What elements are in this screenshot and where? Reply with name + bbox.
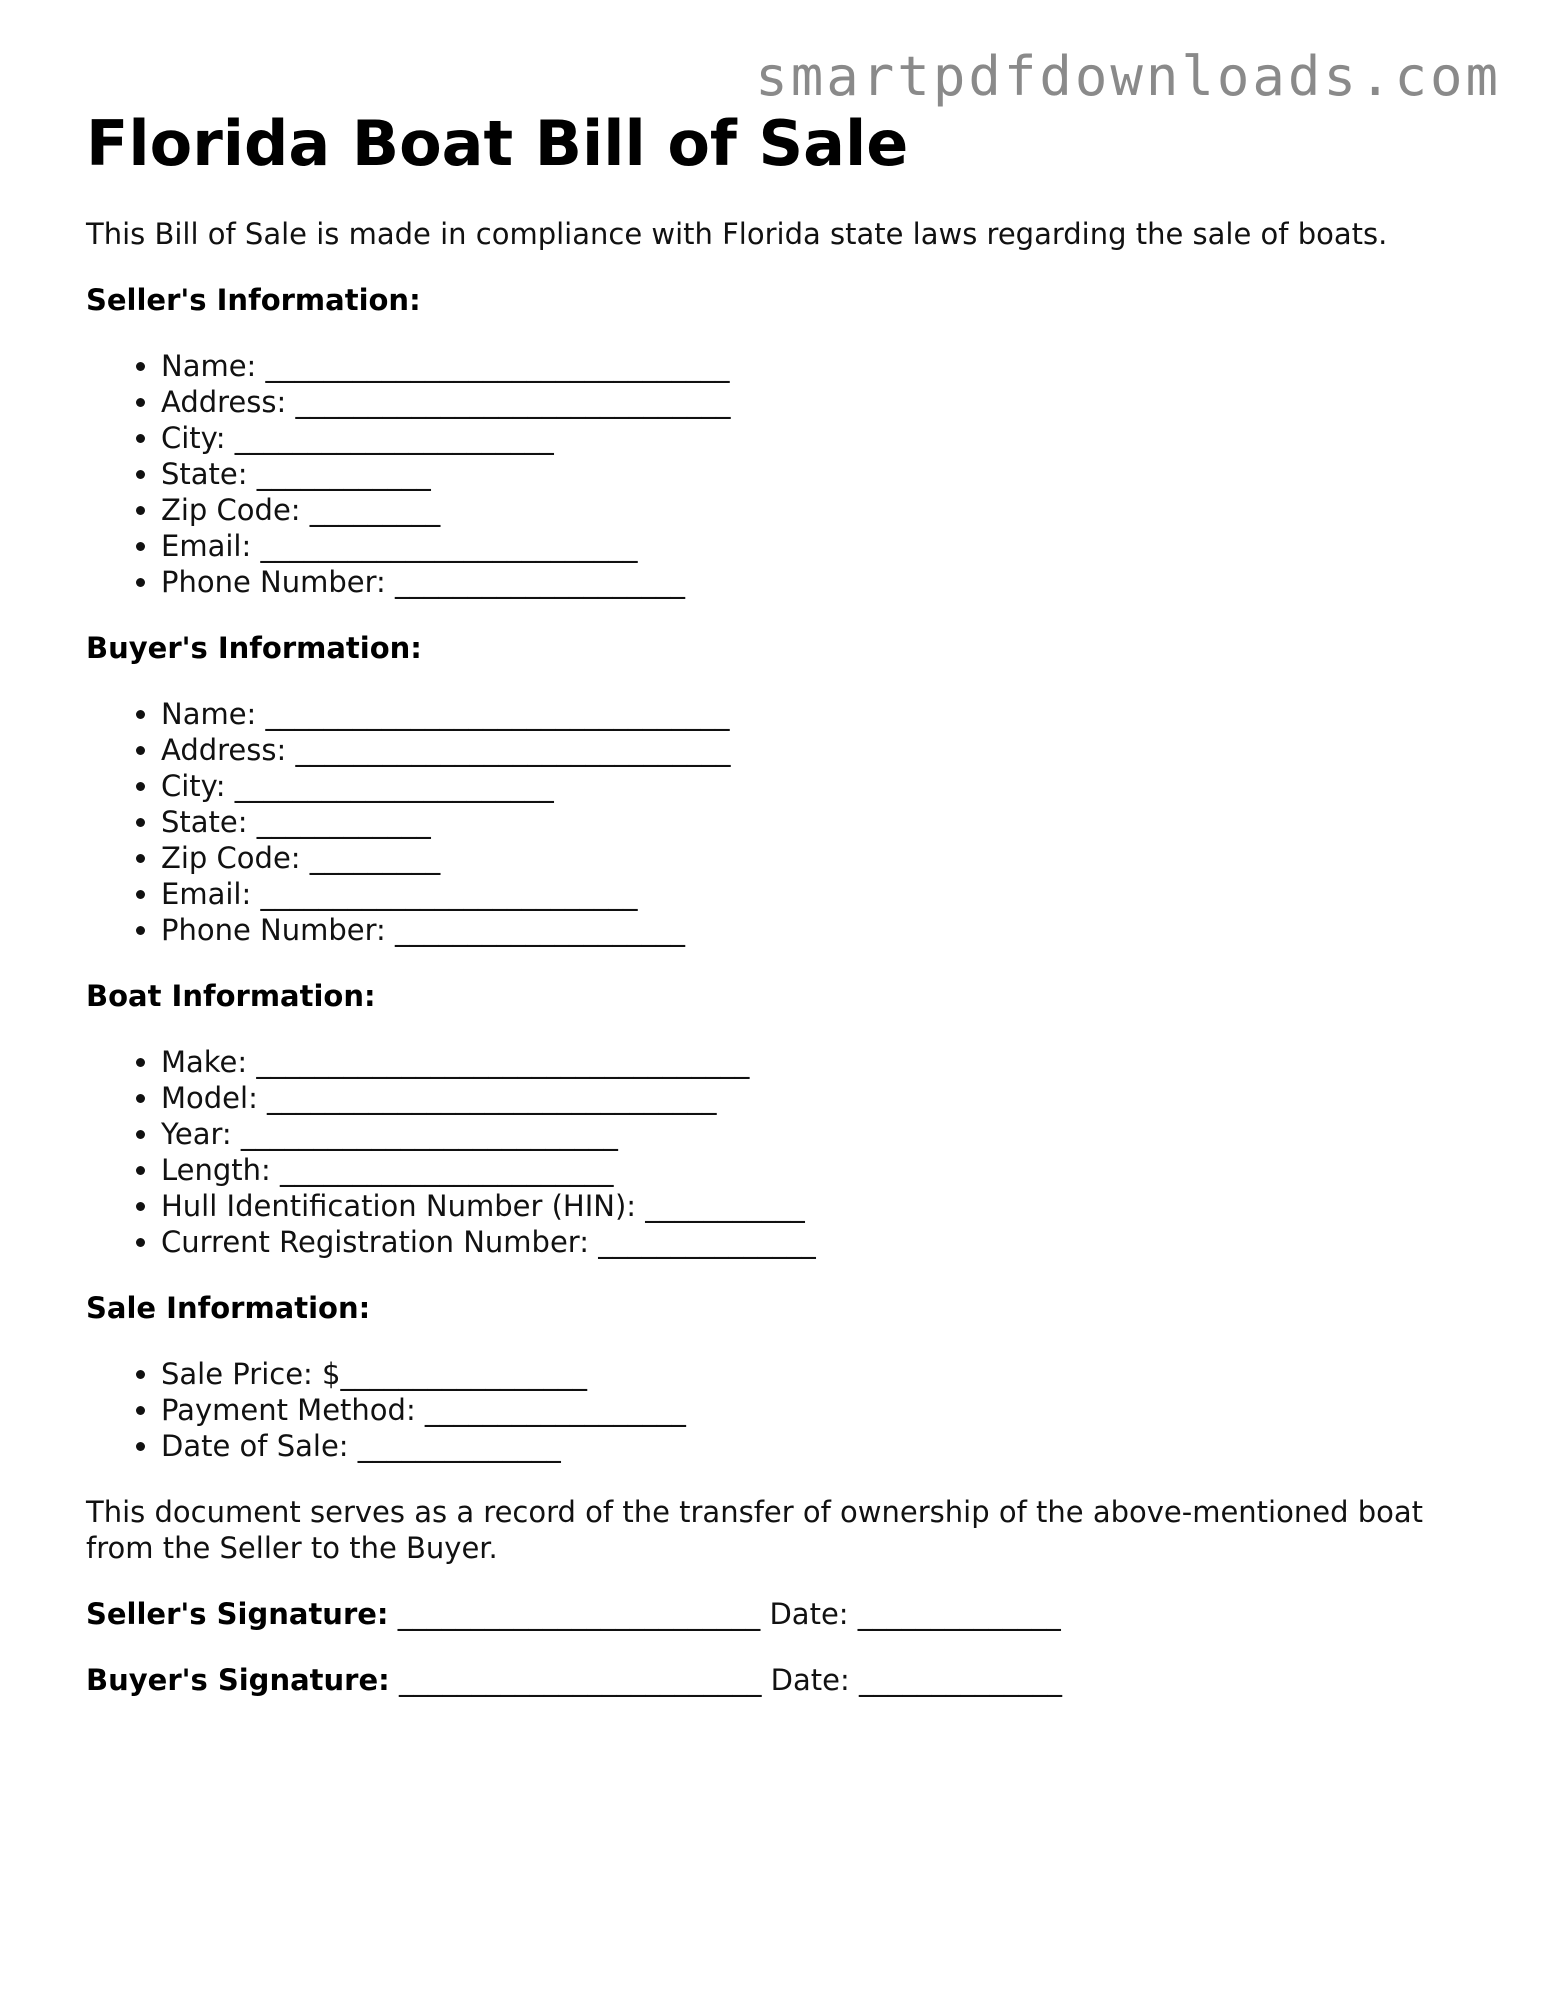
sale-field-list <box>86 1356 1486 1464</box>
buyer-state-field: • State: ____________ <box>161 804 1486 840</box>
buyer-signature-blanks: _________________________ Date: ______________ <box>389 1663 1062 1698</box>
buyer-field-list <box>86 696 1486 948</box>
date-of-sale-field: • Date of Sale: ______________ <box>161 1428 1486 1464</box>
seller-signature-blanks: _________________________ Date: ______________ <box>388 1597 1061 1632</box>
seller-address-field: • Address: ______________________________ <box>161 384 1486 420</box>
buyer-signature-line <box>86 1662 1486 1698</box>
boat-make-field: • Make: __________________________________ <box>161 1044 1486 1080</box>
buyer-zip-field: • Zip Code: _________ <box>161 840 1486 876</box>
boat-section-heading: Boat Information: <box>86 979 376 1014</box>
sale-section-heading: Sale Information: <box>86 1291 371 1326</box>
payment-method-field: • Payment Method: __________________ <box>161 1392 1486 1428</box>
watermark-text: smartpdfdownloads.com <box>755 45 1501 108</box>
boat-year-field: • Year: __________________________ <box>161 1116 1486 1152</box>
seller-signature-label: Seller's Signature: <box>86 1597 389 1632</box>
seller-section-heading: Seller's Information: <box>86 283 421 318</box>
buyer-phone-field: • Phone Number: ____________________ <box>161 912 1486 948</box>
seller-field-list <box>86 348 1486 600</box>
boat-field-list <box>86 1044 1486 1260</box>
boat-model-field: • Model: _______________________________ <box>161 1080 1486 1116</box>
seller-signature-line <box>86 1596 1486 1632</box>
buyer-email-field: • Email: __________________________ <box>161 876 1486 912</box>
seller-state-field: • State: ____________ <box>161 456 1486 492</box>
closing-paragraph: This document serves as a record of the transfer of ownership of the above-mentioned boat from the Seller to the Buyer. <box>86 1495 1423 1566</box>
boat-hin-field: • Hull Identification Number (HIN): ___________ <box>161 1188 1486 1224</box>
seller-zip-field: • Zip Code: _________ <box>161 492 1486 528</box>
seller-phone-field: • Phone Number: ____________________ <box>161 564 1486 600</box>
seller-name-field: • Name: ________________________________ <box>161 348 1486 384</box>
buyer-city-field: • City: ______________________ <box>161 768 1486 804</box>
buyer-address-field: • Address: ______________________________ <box>161 732 1486 768</box>
buyer-name-field: • Name: ________________________________ <box>161 696 1486 732</box>
buyer-signature-label: Buyer's Signature: <box>86 1663 390 1698</box>
sale-price-field: • Sale Price: $_________________ <box>161 1356 1486 1392</box>
document-content <box>86 107 1486 1728</box>
document-title: Florida Boat Bill of Sale <box>86 107 909 180</box>
seller-email-field: • Email: __________________________ <box>161 528 1486 564</box>
seller-city-field: • City: ______________________ <box>161 420 1486 456</box>
intro-paragraph: This Bill of Sale is made in compliance with Florida state laws regarding the sale of boats. <box>86 217 1388 252</box>
boat-length-field: • Length: _______________________ <box>161 1152 1486 1188</box>
boat-registration-field: • Current Registration Number: _______________ <box>161 1224 1486 1260</box>
buyer-section-heading: Buyer's Information: <box>86 631 422 666</box>
